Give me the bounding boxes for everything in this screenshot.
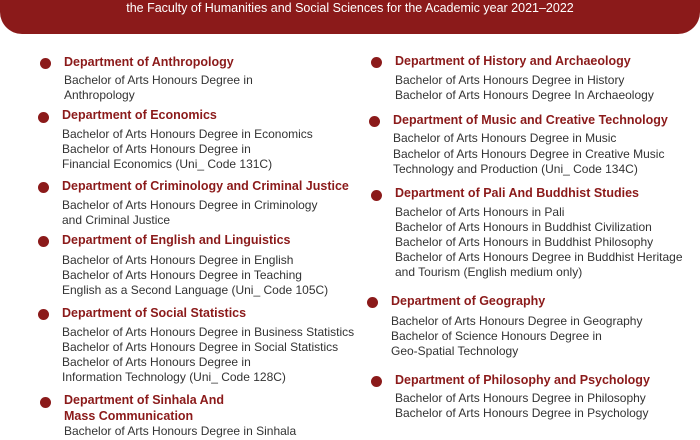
degree-line: Bachelor of Arts Honours Degree in Geography bbox=[391, 314, 643, 328]
degree-line: Financial Economics (Uni_ Code 131C) bbox=[62, 157, 273, 171]
dept-title-line-1: Department of Sinhala And bbox=[64, 393, 224, 407]
degree-line: and Tourism (English medium only) bbox=[395, 265, 583, 279]
degree-line: Bachelor of Arts Honours Degree in History bbox=[395, 73, 625, 87]
degree-line: Bachelor of Arts Honours in Pali bbox=[395, 205, 565, 219]
degree-line: Bachelor of Arts Honours Degree in bbox=[62, 142, 251, 156]
degree-line: Bachelor of Arts Honours Degree in Economics bbox=[62, 127, 313, 141]
degree-line: Bachelor of Science Honours Degree in bbox=[391, 329, 602, 343]
degree-line: Bachelor of Arts Honours Degree in Creative Music bbox=[393, 147, 665, 161]
degree-line: Bachelor of Arts Honours Degree in Teaching bbox=[62, 268, 302, 282]
degree-line: Bachelor of Arts Honours Degree in Business Statistics bbox=[62, 325, 355, 339]
bullet-icon bbox=[40, 58, 51, 69]
degree-line: Anthropology bbox=[64, 88, 135, 102]
dept-title: Department of Economics bbox=[62, 108, 217, 122]
bullet-icon bbox=[38, 309, 49, 320]
bullet-icon bbox=[367, 297, 378, 308]
dept-title: Department of History and Archaeology bbox=[395, 54, 631, 68]
degree-line: Geo-Spatial Technology bbox=[391, 344, 519, 358]
bullet-icon bbox=[38, 236, 49, 247]
dept-title: Department of Pali And Buddhist Studies bbox=[395, 186, 639, 200]
degree-line: Bachelor of Arts Honours Degree In Archaeology bbox=[395, 88, 654, 102]
bullet-icon bbox=[38, 112, 49, 123]
dept-title: Department of Anthropology bbox=[64, 55, 234, 69]
dept-title: Department of English and Linguistics bbox=[62, 233, 291, 247]
degree-line: Bachelor of Arts Honours Degree in Criminology bbox=[62, 198, 318, 212]
degree-line: Bachelor of Arts Honours Degree in Social Statistics bbox=[62, 340, 339, 354]
dept-title: Department of Geography bbox=[391, 294, 546, 308]
degree-line: English as a Second Language (Uni_ Code 105C) bbox=[62, 283, 329, 297]
bullet-icon bbox=[371, 190, 382, 201]
degree-line: Technology and Production (Uni_ Code 134C) bbox=[393, 162, 638, 176]
dept-title: Department of Philosophy and Psychology bbox=[395, 373, 650, 387]
degree-line: Bachelor of Arts Honours in Buddhist Philosophy bbox=[395, 235, 654, 249]
dept-title: Department of Social Statistics bbox=[62, 306, 247, 320]
dept-title: Department of Criminology and Criminal Justice bbox=[62, 179, 349, 193]
degree-line: Information Technology (Uni_ Code 128C) bbox=[62, 370, 286, 384]
degree-line: Bachelor of Arts Honours in Buddhist Civilization bbox=[395, 220, 652, 234]
degree-line: Bachelor of Arts Honours Degree in Buddhist Heritage bbox=[395, 250, 683, 264]
bullet-icon bbox=[369, 116, 380, 127]
degree-line: Bachelor of Arts Honours Degree in Psychology bbox=[395, 406, 649, 420]
degree-line: Bachelor of Arts Honours Degree in Music bbox=[393, 131, 617, 145]
dept-title-line-2: Mass Communication bbox=[64, 409, 194, 423]
bullet-icon bbox=[38, 182, 49, 193]
bullet-icon bbox=[371, 57, 382, 68]
dept-title: Department of Music and Creative Technology bbox=[393, 113, 668, 127]
degree-line: Bachelor of Arts Honours Degree in English bbox=[62, 253, 294, 267]
degree-line: Bachelor of Arts Honours Degree in bbox=[64, 73, 253, 87]
degree-line: Bachelor of Arts Honours Degree in Philosophy bbox=[395, 391, 646, 405]
degree-line: and Criminal Justice bbox=[62, 213, 171, 227]
bullet-icon bbox=[40, 397, 51, 408]
bullet-icon bbox=[371, 376, 382, 387]
degree-line: Bachelor of Arts Honours Degree in bbox=[62, 355, 251, 369]
degree-line: Bachelor of Arts Honours Degree in Sinhala bbox=[64, 424, 297, 438]
banner-text: the Faculty of Humanities and Social Sciences for the Academic year 2021–2022 bbox=[126, 1, 574, 15]
